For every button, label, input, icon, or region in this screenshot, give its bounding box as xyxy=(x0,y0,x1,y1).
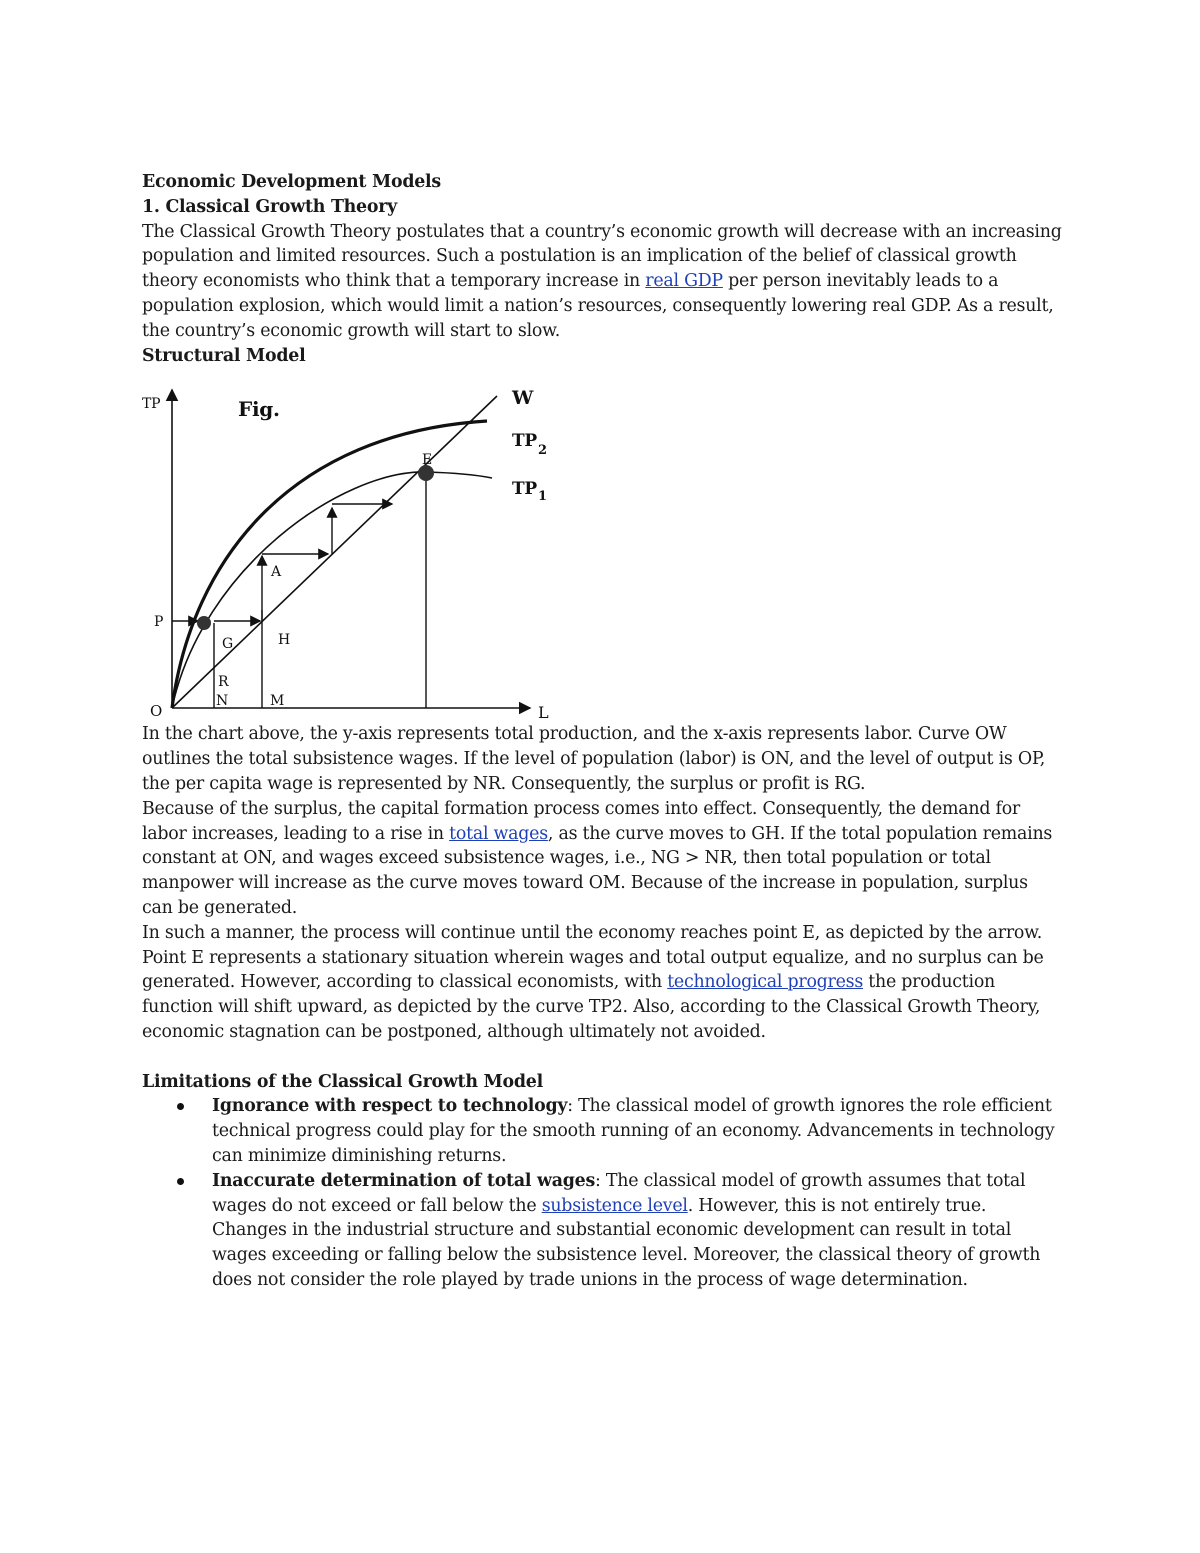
surplus-text-2: , as the curve moves to GH. If the total population remains constant at ON, and wages exceed subsistence wages, i.e., NG > NR, then total population or total manpower will increase as the curve moves toward OM. Because of the increase in population, surplus can be generated. xyxy=(142,823,1053,918)
limitations-list xyxy=(142,1094,1062,1292)
surplus-paragraph xyxy=(142,797,1062,921)
bullet-icon xyxy=(177,1178,184,1185)
total-wages-link[interactable]: total wages xyxy=(449,823,548,844)
label-tp1: TP xyxy=(512,479,537,500)
label-g: G xyxy=(222,636,233,653)
technological-progress-link[interactable]: technological progress xyxy=(667,972,864,993)
label-tp2: TP xyxy=(512,431,537,452)
bullet-icon xyxy=(177,1103,184,1110)
chart-explanation-paragraph: In the chart above, the y-axis represents total production, and the x-axis represents labor. Curve OW outlines the total subsistence wages. If the level of population (labor) is ON, and the level of output is OP, the per capita wage is represented by NR. Consequently, the surplus or profit is RG. xyxy=(142,724,1046,794)
limitation-title: Ignorance with respect to technology xyxy=(212,1096,568,1117)
limitation-item-wages xyxy=(142,1169,1062,1293)
label-a: A xyxy=(271,564,281,581)
label-o: O xyxy=(150,702,163,719)
limitations-heading: Limitations of the Classical Growth Model xyxy=(142,1071,543,1092)
subsistence-level-link[interactable]: subsistence level xyxy=(541,1195,688,1216)
label-p: P xyxy=(154,614,164,631)
label-fig: Fig. xyxy=(238,397,280,422)
label-r: R xyxy=(218,674,229,691)
real-gdp-link[interactable]: real GDP xyxy=(645,271,723,292)
surplus-text-1: Because of the surplus, the capital formation process comes into effect. Consequently, the demand for labor increases, leading to a rise in xyxy=(142,798,1020,844)
document-page xyxy=(142,170,1062,1293)
figure-svg xyxy=(142,378,562,718)
section-heading-classical-growth: 1. Classical Growth Theory xyxy=(142,196,397,217)
label-n: N xyxy=(216,693,228,710)
label-h: H xyxy=(278,632,290,649)
label-tp-axis: TP xyxy=(142,396,161,413)
classical-growth-figure xyxy=(142,378,562,718)
process-text-1: In such a manner, the process will continue until the economy reaches point E, as depicted by the arrow. Point E represents a stationary situation wherein wages and total output equalize, and no surplus can be generated. However, according to classical economists, with xyxy=(142,922,1044,993)
limitation-item-technology xyxy=(142,1094,1062,1168)
label-l-axis: L xyxy=(538,703,549,719)
process-paragraph xyxy=(142,921,1062,1045)
blank-line xyxy=(142,1045,1062,1070)
limitation-text-1: : The classical model of growth assumes that total wages do not exceed or fall below the xyxy=(212,1170,1026,1216)
tp2-curve xyxy=(172,421,487,708)
label-tp2-sub: 2 xyxy=(538,443,547,459)
structural-model-heading: Structural Model xyxy=(142,345,306,366)
document-title: Economic Development Models xyxy=(142,172,441,192)
ow-line xyxy=(172,396,497,708)
intro-text-2: per person inevitably leads to a population explosion, which would limit a nation’s resources, consequently lowering real GDP. As a result, the country’s economic growth will start to slow. xyxy=(142,271,1054,341)
process-text-2: the production function will shift upward, as depicted by the curve TP2. Also, according to the Classical Growth Theory, economic stagnation can be postponed, although ultimately not avoided. xyxy=(142,972,1041,1042)
label-w: W xyxy=(512,387,534,410)
limitation-text: : The classical model of growth ignores the role efficient technical progress could play for the smooth running of an economy. Advancements in technology can minimize diminishing returns. xyxy=(212,1096,1055,1166)
label-e: E xyxy=(422,452,432,469)
limitation-title: Inaccurate determination of total wages xyxy=(212,1170,596,1191)
label-tp1-sub: 1 xyxy=(538,489,547,505)
intro-paragraph xyxy=(142,220,1062,344)
limitation-text-2: . However, this is not entirely true. Changes in the industrial structure and substantial economic development can result in total wages exceeding or falling below the subsistence level. Moreover, the classical theory of growth does not consider the role played by trade unions in the process of wage determination. xyxy=(212,1195,1041,1290)
tp1-curve xyxy=(172,472,492,708)
point-g xyxy=(197,616,211,630)
label-m: M xyxy=(270,693,285,710)
intro-text-1: The Classical Growth Theory postulates that a country’s economic growth will decrease with an increasing population and limited resources. Such a postulation is an implication of the belief of classical growth theory economists who think that a temporary increase in xyxy=(142,221,1062,292)
